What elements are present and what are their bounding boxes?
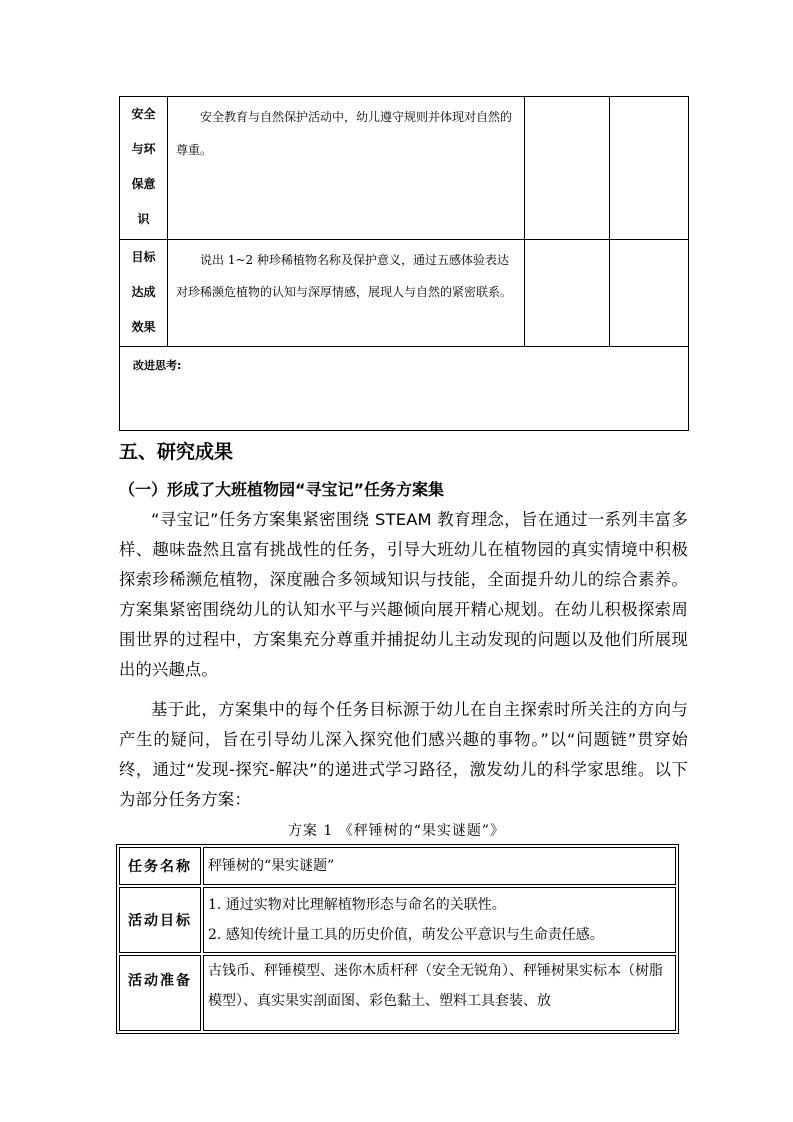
eval-row-goal bbox=[120, 240, 689, 347]
eval-row-reflection bbox=[120, 347, 689, 431]
eval-content-cell bbox=[168, 97, 525, 240]
plan-label-goals: 活动目标 bbox=[119, 887, 201, 953]
eval-empty-cell bbox=[525, 240, 610, 347]
plan-value-goals bbox=[203, 887, 676, 953]
eval-label-goal: 目标达成效果 bbox=[131, 250, 156, 334]
eval-label-cell bbox=[120, 97, 168, 240]
body-paragraph: 基于此，方案集中的每个任务目标源于幼儿在自主探索时所关注的方向与产生的疑问，旨在引导幼儿深入探究他们感兴趣的事物。”以“问题链”贯穿始终，通过“发现-探究-解决”的递进式学习路径，激发幼儿的科学家思维。以下为部分任务方案： bbox=[119, 700, 688, 809]
evaluation-table bbox=[119, 96, 689, 431]
goal-item: 2. 感知传统计量工具的历史价值，萌发公平意识与生命责任感。 bbox=[208, 927, 604, 943]
plan-caption: 方案 1 《秤锤树的“果实谜题”》 bbox=[287, 823, 506, 839]
plan-value-task-name: 秤锤树的“果实谜题” bbox=[203, 847, 676, 885]
eval-empty-cell bbox=[525, 97, 610, 240]
eval-label-safety: 安全与环保意识 bbox=[131, 107, 156, 226]
body-paragraph: “寻宝记”任务方案集紧密围绕 STEAM 教育理念，旨在通过一系列丰富多样、趣味盎然且富有挑战性的任务，引导大班幼儿在植物园的真实情境中积极探索珍稀濒危植物，深度融合多领域知识与技能，全面提升幼儿的综合素养。方案集紧密围绕幼儿的认知水平与兴趣倾向展开精心规划。在幼儿积极探索周围世界的过程中，方案集充分尊重并捕捉幼儿主动发现的问题以及他们所展现出的兴趣点。 bbox=[119, 510, 688, 679]
eval-empty-cell bbox=[610, 97, 689, 240]
reflection-cell bbox=[120, 347, 689, 431]
plan-row-preparation bbox=[119, 955, 676, 1031]
reflection-label: 改进思考: bbox=[133, 359, 182, 372]
plan-table bbox=[116, 844, 679, 1034]
section-subheading: （一）形成了大班植物园“寻宝记”任务方案集 bbox=[119, 480, 445, 499]
plan-value-preparation: 古钱币、秤锤模型、迷你木质杆秤（安全无锐角）、秤锤树果实标本（树脂模型）、真实果实剖面图、彩色黏土、塑料工具套装、放 bbox=[203, 955, 676, 1031]
eval-content-cell bbox=[168, 240, 525, 347]
eval-label-cell bbox=[120, 240, 168, 347]
eval-row-safety bbox=[120, 97, 689, 240]
plan-label-task-name: 任务名称 bbox=[119, 847, 201, 885]
plan-label-preparation: 活动准备 bbox=[119, 955, 201, 1031]
eval-content-goal: 说出 1~2 种珍稀植物名称及保护意义，通过五感体验表达对珍稀濒危植物的认知与深厚情感，展现人与自然的紧密联系。 bbox=[176, 253, 513, 299]
plan-row-goals bbox=[119, 887, 676, 953]
plan-row-task-name bbox=[119, 847, 676, 885]
section-heading: 五、研究成果 bbox=[119, 441, 234, 463]
goal-item: 1. 通过实物对比理解植物形态与命名的关联性。 bbox=[208, 897, 506, 913]
eval-content-safety: 安全教育与自然保护活动中，幼儿遵守规则并体现对自然的尊重。 bbox=[176, 110, 513, 157]
eval-empty-cell bbox=[610, 240, 689, 347]
